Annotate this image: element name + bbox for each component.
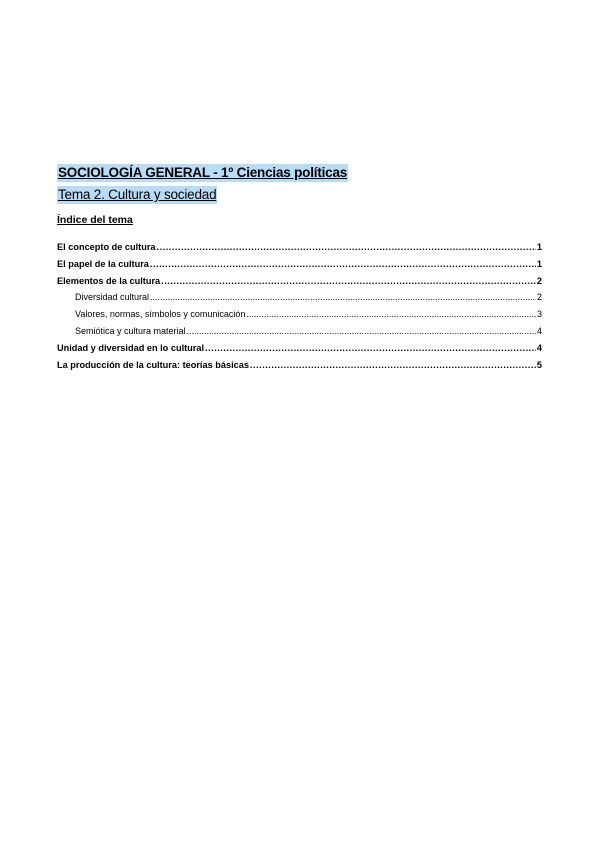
toc-entry-page: 4 [536,342,542,353]
toc-entry-label: El concepto de cultura [57,242,156,252]
toc-dot-leader [205,340,536,357]
toc-subentry[interactable] [57,289,542,306]
toc-entry-label: El papel de la cultura [57,258,149,269]
toc-heading: Índice del tema [57,214,133,226]
title-block [57,164,348,204]
toc-dot-leader [250,357,536,374]
toc-entry-label: Unidad y diversidad en lo cultural [57,342,205,353]
toc-entry-label: Diversidad cultural [75,292,150,303]
toc-dot-leader [246,306,536,323]
toc-entry-page: 2 [536,275,542,286]
toc-entry[interactable] [57,256,542,273]
toc-entry[interactable] [57,340,542,357]
toc-entry[interactable] [57,239,542,256]
toc-entry-page: 1 [536,242,542,252]
toc-subentry[interactable] [57,323,542,340]
table-of-contents [57,239,542,373]
toc-entry[interactable] [57,357,542,374]
toc-entry-label: Valores, normas, símbolos y comunicación [75,309,246,320]
toc-dot-leader [161,273,536,290]
toc-entry-page: 2 [536,292,542,303]
toc-entry-label: Semiótica y cultura material [75,325,186,336]
toc-dot-leader [150,289,536,306]
toc-dot-leader [150,256,536,273]
toc-entry-label: Elementos de la cultura [57,275,161,286]
toc-entry-page: 1 [536,258,542,269]
toc-entry-page: 4 [536,325,542,336]
toc-entry-page: 5 [536,359,542,370]
toc-subentry[interactable] [57,306,542,323]
toc-dot-leader [157,239,536,256]
toc-dot-leader [187,323,536,340]
toc-entry-page: 3 [536,309,542,320]
document-title: SOCIOLOGÍA GENERAL - 1º Ciencias políticas [58,165,348,180]
toc-entry[interactable] [57,273,542,290]
document-subtitle: Tema 2. Cultura y sociedad [58,187,217,202]
toc-entry-label: La producción de la cultura: teorías básicas [57,359,249,370]
